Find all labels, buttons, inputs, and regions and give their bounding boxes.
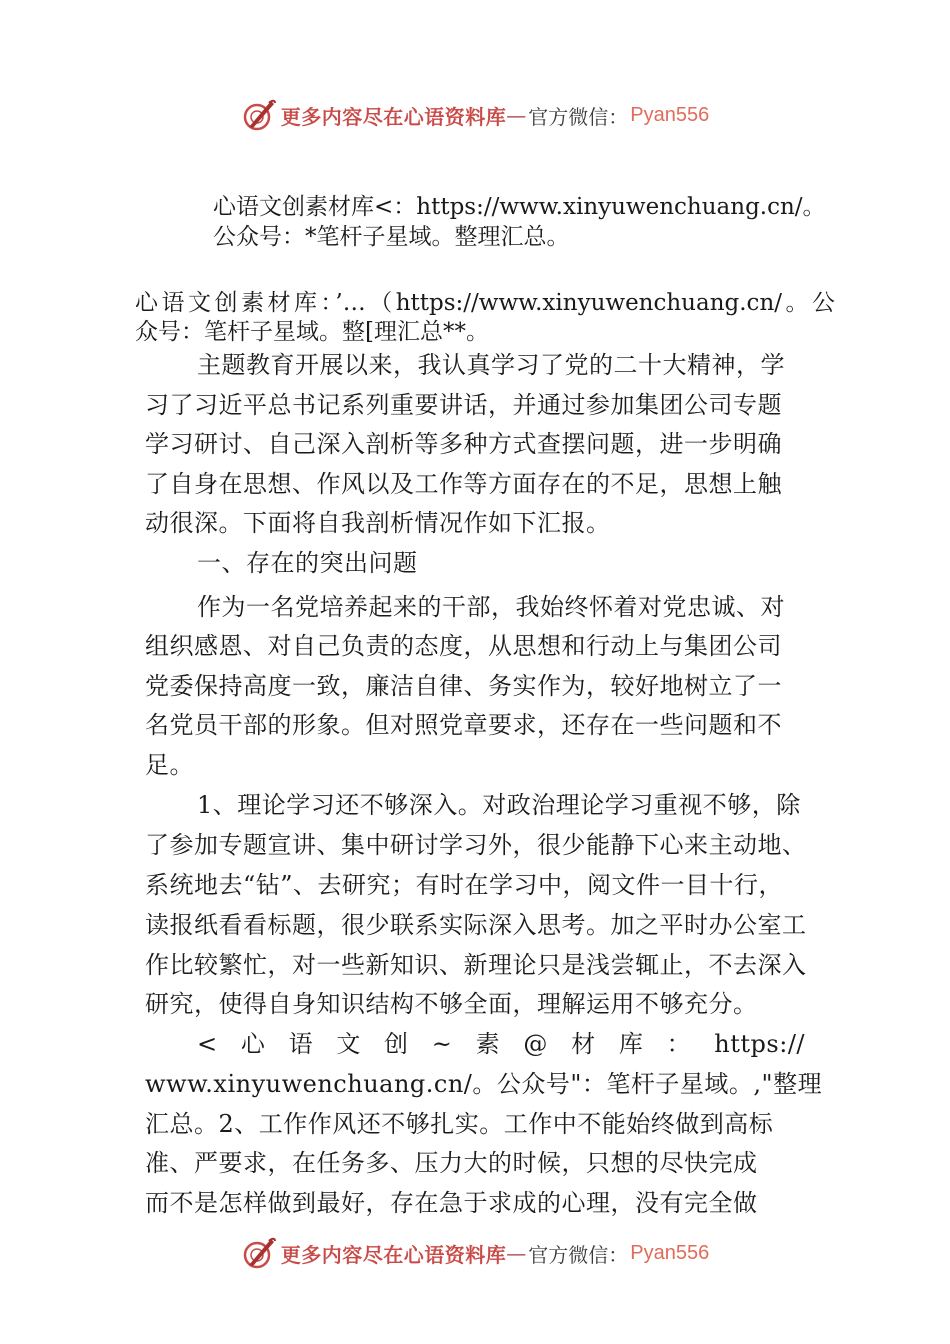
body-line: 准、严要求，在任务多、压力大的时候，只想的尽快完成 <box>145 1149 758 1177</box>
section-heading: 一、存在的突出问题 <box>197 549 418 577</box>
body-line: 系统地去“钻”、去研究；有时在学习中，阅文件一目十行， <box>145 871 784 899</box>
inline-source-line: www.xinyuwenchuang.cn/。公众号"：笔杆子星域。,"整理 <box>145 1070 823 1098</box>
body-line: 组织感恩、对自己负责的态度，从思想和行动上与集团公司 <box>145 632 782 660</box>
banner-wechat-label: 官方微信： <box>528 104 629 129</box>
banner-wechat-label: 官方微信： <box>528 1242 629 1267</box>
banner-separator: — <box>506 103 527 127</box>
body-line: 读报纸看看标题，很少联系实际深入思考。加之平时办公室工 <box>145 911 807 939</box>
body-line: 了参加专题宣讲、集中研讨学习外，很少能静下心来主动地、 <box>145 831 807 859</box>
banner-wechat-id: Pyan556 <box>630 1241 710 1264</box>
body-line: 习了习近平总书记系列重要讲话，并通过参加集团公司专题 <box>145 391 782 419</box>
header-source-line-1: 心语文创素材库<：https://www.xinyuwenchuang.cn/。 <box>213 194 826 220</box>
body-line: 1、理论学习还不够深入。对政治理论学习重视不够，除 <box>197 791 801 819</box>
body-line: 了自身在思想、作风以及工作等方面存在的不足，思想上触 <box>145 470 782 498</box>
banner-wechat-id: Pyan556 <box>630 103 710 126</box>
body-line: 汇总。2、工作作风还不够扎实。工作中不能始终做到高标 <box>145 1110 774 1138</box>
body-line: 动很深。下面将自我剖析情况作如下汇报。 <box>145 509 611 537</box>
body-line: 主题教育开展以来，我认真学习了党的二十大精神，学 <box>197 351 785 379</box>
watermark-banner-bottom <box>0 1233 950 1273</box>
banner-text: 更多内容尽在心语资料库 <box>280 104 507 129</box>
banner-separator: — <box>506 1241 527 1265</box>
source-block-line-1: 心语文创素材库：’…（https://www.xinyuwenchuang.cn/。公 <box>135 290 835 316</box>
banner-text: 更多内容尽在心语资料库 <box>280 1242 507 1267</box>
body-line: 名党员干部的形象。但对照党章要求，还存在一些问题和不 <box>145 711 782 739</box>
watermark-banner-top <box>0 95 950 135</box>
source-block-line-2: 众号：笔杆子星域。整[理汇总**。 <box>135 319 489 345</box>
header-source-line-2: 公众号：*笔杆子星域。整理汇总。 <box>213 224 570 250</box>
quill-logo-icon <box>241 97 277 133</box>
body-line: 作比较繁忙，对一些新知识、新理论只是浅尝辄止，不去深入 <box>145 951 807 979</box>
quill-logo-icon <box>241 1235 277 1271</box>
body-line: 研究，使得自身知识结构不够全面，理解运用不够充分。 <box>145 990 758 1018</box>
body-line: 党委保持高度一致，廉洁自律、务实作为，较好地树立了一 <box>145 672 782 700</box>
body-line: 作为一名党培养起来的干部，我始终怀着对党忠诚、对 <box>197 593 785 621</box>
body-line: 学习研讨、自己深入剖析等多种方式查摆问题，进一步明确 <box>145 430 782 458</box>
body-line: 而不是怎样做到最好，存在急于求成的心理，没有完全做 <box>145 1189 758 1217</box>
body-line: 足。 <box>145 751 194 779</box>
inline-source-line: <心语文创~素@材库：https:// <box>197 1030 805 1058</box>
